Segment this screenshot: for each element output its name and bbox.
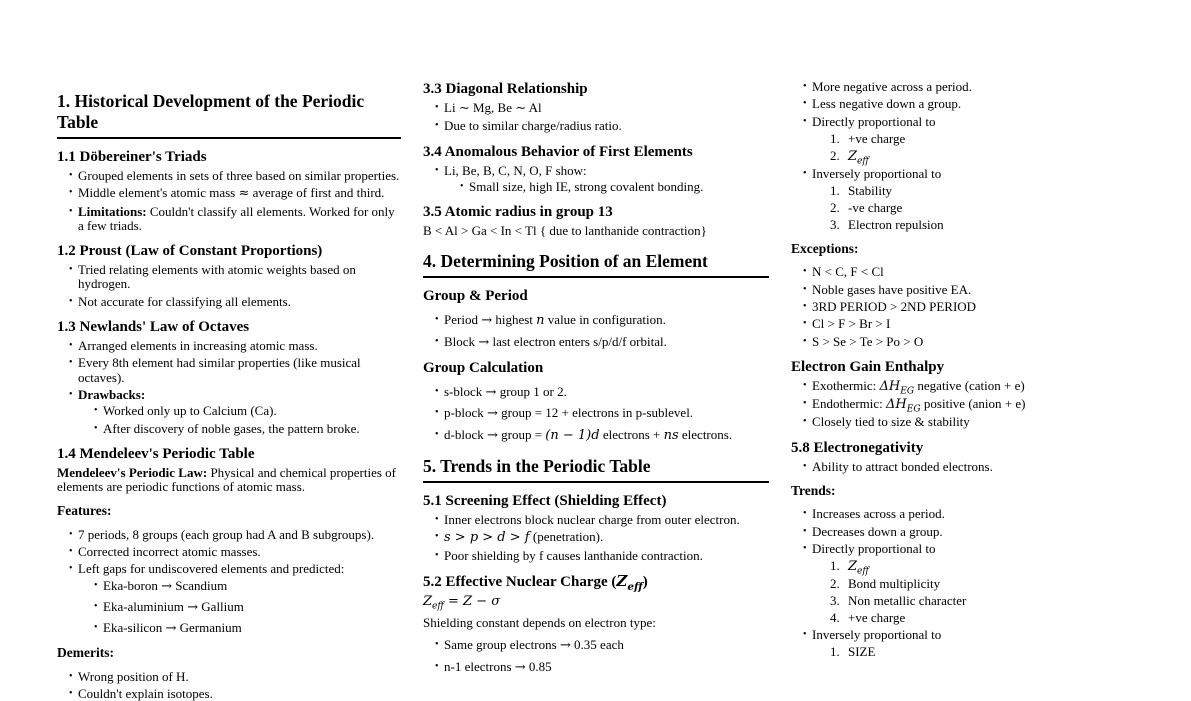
bold-text: Limitations:	[78, 203, 147, 219]
bullet-item: • Period → highest n value in configuration.	[435, 313, 769, 328]
bullet-list	[791, 265, 1159, 348]
bullet-item: • Li ∼ Mg, Be ∼ Al	[435, 101, 769, 116]
sub-bullet-list	[78, 404, 401, 436]
bullet-list	[791, 80, 1159, 232]
paragraph: Shielding constant depends on electron type:	[423, 615, 656, 631]
bold-text: Drawbacks:	[78, 386, 146, 402]
numbered-list	[812, 645, 1159, 659]
paragraph: Mendeleev's Periodic Law: Physical and chemical properties of elements are periodic functions of atomic mass.	[57, 464, 396, 495]
bullet-item: • 3RD PERIOD > 2ND PERIOD	[803, 300, 1159, 314]
section-heading: 4. Determining Position of an Element	[423, 251, 769, 278]
math-inline: $Z_{eff}$	[848, 148, 869, 167]
subsection-heading: 5.2 Effective Nuclear Charge $(Z_{eff})$	[423, 571, 648, 593]
math-inline: →	[478, 334, 490, 350]
math-inline: n	[536, 313, 545, 329]
bullet-list	[57, 169, 401, 233]
bullet-item: • p-block → group = 12 + electrons in p-sublevel.	[435, 406, 769, 421]
subsection-heading: Electron Gain Enthalpy	[791, 358, 945, 375]
bullet-item: • S > Se > Te > Po > O	[803, 335, 1159, 349]
bullet-list	[791, 507, 1159, 659]
bullet-list	[791, 460, 1159, 474]
bullet-item: • Middle element's atomic mass ≈ average of first and third.	[69, 186, 401, 201]
label-heading: Features:	[57, 503, 112, 519]
label-heading: Demerits:	[57, 645, 114, 661]
bullet-item: • Eka-aluminium → Gallium	[94, 600, 401, 615]
bullet-item: • Eka-silicon → Germanium	[94, 621, 401, 636]
math-inline: $Z_{eff} = Z - \sigma$	[423, 593, 501, 612]
math-inline: →	[559, 638, 571, 654]
math-inline: →	[187, 599, 199, 615]
sub-bullet-list	[78, 579, 401, 637]
bullet-item: • Li, Be, B, C, N, O, F show: • Small size, high IE, strong covalent bonding.	[435, 164, 769, 195]
bullet-item: • Increases across a period.	[803, 507, 1159, 521]
column-2	[423, 78, 769, 675]
bullet-list	[57, 339, 401, 436]
math-inline: $Z_{eff}$	[848, 559, 869, 577]
bullet-item: • Inversely proportional to 1. Stability 2. -ve charge 3. Electron repulsion	[803, 167, 1159, 232]
bullet-list	[57, 670, 401, 701]
bullet-item: • Eka-boron → Scandium	[94, 579, 401, 594]
bullet-item: • Ability to attract bonded electrons.	[803, 460, 1159, 474]
bullet-item: • Corrected incorrect atomic masses.	[69, 545, 401, 559]
bullet-item: • Block → last electron enters s/p/d/f orbital.	[435, 335, 769, 350]
numbered-item: 2. -ve charge	[843, 201, 1159, 215]
bullet-list	[423, 164, 769, 195]
bullet-item: • Couldn't explain isotopes.	[69, 687, 401, 701]
bullet-item: • After discovery of noble gases, the pattern broke.	[94, 422, 401, 436]
subsection-heading: 3.5 Atomic radius in group 13	[423, 204, 613, 221]
math-inline: →	[486, 406, 498, 422]
bullet-item: • Endothermic: $\Delta H_{EG}$ positive (anion + e)	[803, 397, 1159, 412]
math-inline: →	[514, 659, 526, 675]
bullet-item: • Small size, high IE, strong covalent bonding.	[460, 180, 769, 194]
subsection-heading: 1.1 Döbereiner's Triads	[57, 149, 207, 165]
subscript: eff	[627, 580, 643, 593]
bullet-item: • Poor shielding by f causes lanthanide contraction.	[435, 549, 769, 563]
math-inline: ∼	[515, 101, 527, 116]
math-inline: →	[485, 385, 497, 401]
numbered-list	[812, 184, 1159, 232]
bullet-item: • Noble gases have positive EA.	[803, 283, 1159, 297]
bullet-item: • Limitations: Couldn't classify all elements. Worked for only a few triads.	[69, 205, 401, 234]
subsection-heading: 1.2 Proust (Law of Constant Proportions)	[57, 243, 323, 260]
column-3	[791, 78, 1159, 660]
math-inline: →	[161, 578, 173, 594]
bullet-item: • Tried relating elements with atomic weights based on hydrogen.	[69, 263, 401, 292]
bullet-item: • Exothermic: $\Delta H_{EG}$ negative (cation + e)	[803, 379, 1159, 394]
numbered-item: 1. +ve charge	[843, 132, 1159, 146]
bullet-item: • 7 periods, 8 groups (each group had A and B subgroups).	[69, 528, 401, 542]
math-inline: ns	[663, 427, 679, 443]
bullet-item: • Directly proportional to 1. +ve charge 2. $Z_{eff}$	[803, 115, 1159, 164]
subsection-heading: 1.4 Mendeleev's Periodic Table	[57, 445, 255, 462]
numbered-item: 2. Bond multiplicity	[843, 577, 1159, 591]
bullet-item: • Closely tied to size & stability	[803, 415, 1159, 429]
numbered-item: 4. +ve charge	[843, 611, 1159, 625]
bullet-item: • Decreases down a group.	[803, 525, 1159, 539]
bullet-list	[423, 385, 769, 443]
bullet-item: • d-block → group = (n − 1)d electrons + ns electrons.	[435, 428, 769, 443]
math-inline: ≈	[238, 186, 250, 202]
subsection-heading: 3.4 Anomalous Behavior of First Elements	[423, 143, 693, 160]
bullet-list	[423, 513, 769, 563]
bullet-item: • Arranged elements in increasing atomic mass.	[69, 339, 401, 353]
bullet-list	[57, 263, 401, 309]
label-heading: Trends:	[791, 483, 836, 499]
bullet-item: • More negative across a period.	[803, 80, 1159, 94]
bullet-item: • Not accurate for classifying all elements.	[69, 295, 401, 309]
subsection-heading: 1.3 Newlands' Law of Octaves	[57, 319, 250, 336]
subsection-heading: Group Calculation	[423, 360, 544, 377]
bullet-list	[423, 638, 769, 675]
bullet-item: • n-1 electrons → 0.85	[435, 660, 769, 675]
math-inline: →	[486, 427, 498, 443]
bullet-item: • s-block → group 1 or 2.	[435, 385, 769, 400]
math-inline: (n − 1)d	[545, 427, 600, 443]
paragraph	[423, 593, 769, 612]
math-inline: →	[481, 313, 493, 329]
bullet-item: • Same group electrons → 0.35 each	[435, 638, 769, 653]
bullet-item: • Worked only up to Calcium (Ca).	[94, 404, 401, 418]
paragraph: B < Al > Ga < In < Tl { due to lanthanide contraction}	[423, 223, 707, 239]
subscript: eff	[432, 601, 444, 612]
math-inline: ∼	[458, 101, 470, 116]
numbered-item: 1. SIZE	[843, 645, 1159, 659]
subscript: EG	[900, 386, 915, 397]
subsection-heading: 5.1 Screening Effect (Shielding Effect)	[423, 492, 667, 509]
subscript: eff	[857, 566, 869, 577]
numbered-item	[843, 148, 1159, 167]
numbered-item	[843, 559, 1159, 577]
bullet-list	[791, 379, 1159, 430]
bullet-item: • Wrong position of H.	[69, 670, 401, 684]
column-1	[57, 78, 401, 701]
bullet-item	[69, 388, 401, 436]
numbered-item: 3. Electron repulsion	[843, 218, 1159, 232]
bullet-item: • s > p > d > f (penetration).	[435, 530, 769, 545]
bullet-item: • Grouped elements in sets of three based on similar properties.	[69, 169, 401, 183]
numbered-list	[812, 559, 1159, 625]
numbered-item: 3. Non metallic character	[843, 594, 1159, 608]
math-inline: s > p > d > f	[444, 530, 530, 546]
bullet-list	[423, 313, 769, 350]
bullet-item: • Due to similar charge/radius ratio.	[435, 119, 769, 133]
sub-bullet-list	[444, 180, 769, 194]
bullet-item: • N < C, F < Cl	[803, 265, 1159, 279]
section-heading: 1. Historical Development of the Periodic Table	[57, 91, 401, 139]
math-inline: →	[165, 621, 177, 637]
section-heading: 5. Trends in the Periodic Table	[423, 456, 769, 483]
bold-text: Mendeleev's Periodic Law:	[57, 464, 208, 480]
math-inline: $\Delta H_{EG}$	[886, 397, 921, 415]
numbered-list	[812, 130, 1159, 167]
bullet-item: • Inner electrons block nuclear charge from outer electron.	[435, 513, 769, 527]
bullet-list	[423, 101, 769, 134]
label-heading: Exceptions:	[791, 241, 859, 257]
subsection-heading: 3.3 Diagonal Relationship	[423, 81, 588, 97]
bullet-item: • Less negative down a group.	[803, 97, 1159, 111]
bullet-item: • Inversely proportional to 1. SIZE	[803, 628, 1159, 660]
numbered-item: 1. Stability	[843, 184, 1159, 198]
bullet-item: • Every 8th element had similar properties (like musical octaves).	[69, 356, 401, 385]
bullet-item: • Directly proportional to 1. $Z_{eff}$ 2. Bond multiplicity 3. Non metallic character 4. +ve charge	[803, 542, 1159, 625]
bullet-list	[57, 528, 401, 637]
subscript: eff	[857, 156, 869, 167]
subsection-heading: 5.8 Electronegativity	[791, 439, 924, 456]
subscript: EG	[906, 404, 921, 415]
subsection-heading: Group & Period	[423, 288, 528, 305]
bullet-item: • Cl > F > Br > I	[803, 317, 1159, 331]
math-inline: $\Delta H_{EG}$	[879, 378, 915, 397]
math-inline: $Z_{eff}$	[616, 571, 643, 593]
bullet-item: • Left gaps for undiscovered elements and predicted: • Eka-boron → Scandium • Eka-aluminium → Gallium • Eka-silicon → Germanium	[69, 562, 401, 636]
